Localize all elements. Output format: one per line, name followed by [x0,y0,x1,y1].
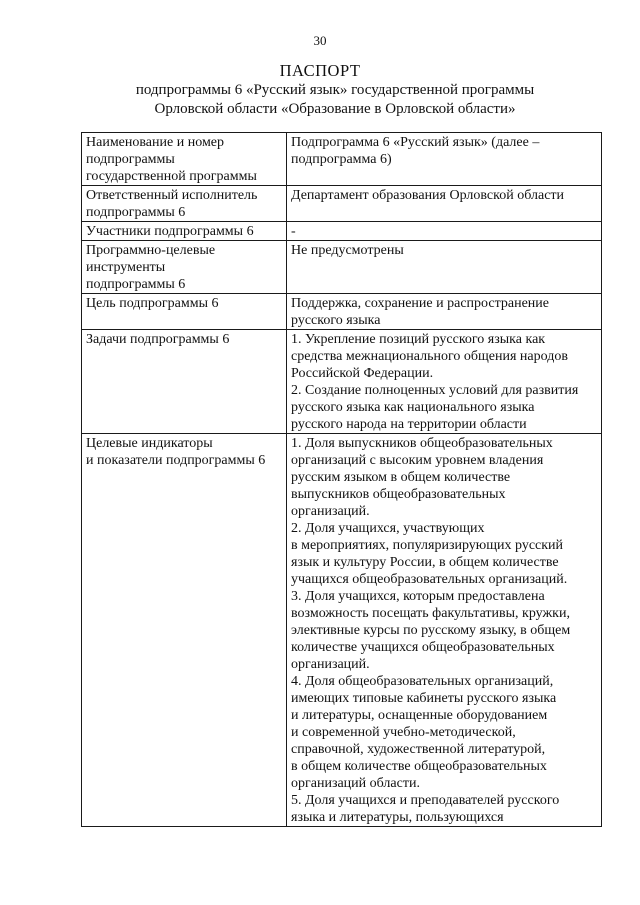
row-value: Не предусмотрены [287,241,602,294]
row-value: - [287,222,602,241]
passport-table [81,132,602,827]
row-value: Департамент образования Орловской области [287,186,602,222]
table-row [82,330,602,434]
row-label: Задачи подпрограммы 6 [82,330,287,434]
row-value: Поддержка, сохранение и распространение русского языка [287,294,602,330]
row-label: Участники подпрограммы 6 [82,222,287,241]
table-row [82,434,602,827]
row-label: Программно-целевые инструменты подпрограммы 6 [82,241,287,294]
row-label: Целевые индикаторы и показатели подпрограммы 6 [82,434,287,827]
row-label: Цель подпрограммы 6 [82,294,287,330]
table-row [82,222,602,241]
document-subtitle: подпрограммы 6 «Русский язык» государственной программы Орловской области «Образование в Орловской области» [135,82,535,117]
table-row [82,294,602,330]
document-title: ПАСПОРТ [279,61,361,80]
page-number: 30 [313,33,327,48]
table-row [82,241,602,294]
row-label: Ответственный исполнитель подпрограммы 6 [82,186,287,222]
row-value: 1. Доля выпускников общеобразовательных организаций с высоким уровнем владения русским языком в общем количестве выпускников общеобразовательных организаций. 2. Доля учащихся, участвующих в мероприятиях, популяризирующих русский язык и культуру России, в общем количестве учащихся общеобразовательных организаций. 3. Доля учащихся, которым предоставлена возможность посещать факультативы, кружки, элективные курсы по русскому языку, в общем количестве учащихся общеобразовательных организаций. 4. Доля общеобразовательных организаций, имеющих типовые кабинеты русского языка и литературы, оснащенные оборудованием и современной учебно-методической, справочной, художественной литературой, в общем количестве общеобразовательных организаций области. 5. Доля учащихся и преподавателей русского языка и литературы, пользующихся [287,434,602,827]
row-label: Наименование и номер подпрограммы государственной программы [82,133,287,186]
table-row [82,133,602,186]
row-value: 1. Укрепление позиций русского языка как средства межнационального общения народов Российской Федерации. 2. Создание полноценных условий для развития русского языка как национального языка русского народа на территории области [287,330,602,434]
table-row [82,186,602,222]
row-value: Подпрограмма 6 «Русский язык» (далее – подпрограмма 6) [287,133,602,186]
